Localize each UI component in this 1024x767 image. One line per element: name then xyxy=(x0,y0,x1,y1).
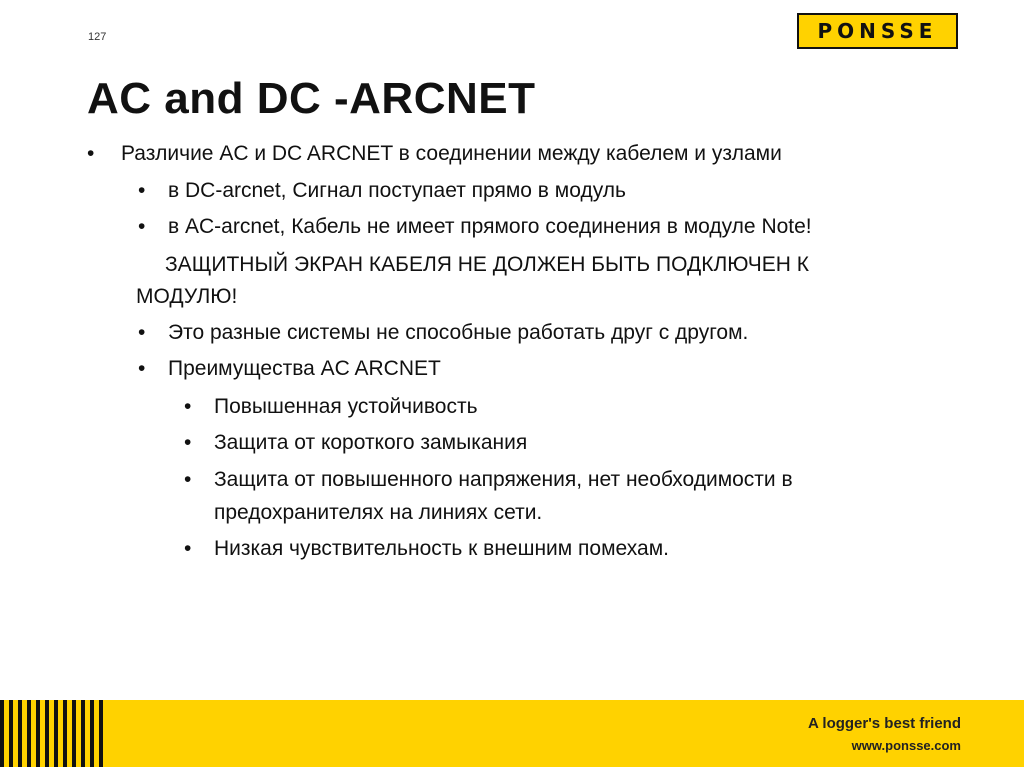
bullet-item xyxy=(138,176,626,206)
bullet-dot-icon: • xyxy=(184,431,192,454)
bullet-item xyxy=(184,534,669,564)
bullet-dot-icon: • xyxy=(87,142,95,165)
bullet-continuation: МОДУЛЮ! xyxy=(136,285,238,308)
bullet-dot-icon: • xyxy=(138,321,146,344)
stripe xyxy=(81,700,85,767)
bullet-text: в AC-arcnet, Кабель не имеет прямого соединения в модуле Note! xyxy=(168,215,812,238)
bullet-item xyxy=(138,212,812,242)
stripe xyxy=(18,700,22,767)
stripe xyxy=(36,700,40,767)
slide-number: 127 xyxy=(88,31,107,43)
bullet-text: Различие AC и DC ARCNET в соединении между кабелем и узлами xyxy=(121,142,782,165)
stripe xyxy=(63,700,67,767)
bullet-item xyxy=(184,465,793,495)
stripe xyxy=(27,700,31,767)
bullet-text: Это разные системы не способные работать друг с другом. xyxy=(168,321,749,344)
bullet-item xyxy=(184,392,478,422)
footer-bar xyxy=(0,700,1024,767)
bullet-dot-icon: • xyxy=(184,395,192,418)
ponsse-logo: PONSSE xyxy=(797,13,958,49)
stripe xyxy=(72,700,76,767)
footer-slogan: A logger's best friend xyxy=(807,715,961,732)
stripe xyxy=(90,700,94,767)
bullet-text: Защита от повышенного напряжения, нет необходимости в xyxy=(214,468,793,491)
bullet-text: Низкая чувствительность к внешним помехам. xyxy=(214,537,669,560)
bullet-item xyxy=(138,318,749,348)
bullet-dot-icon: • xyxy=(138,357,146,380)
bullet-dot-icon: • xyxy=(138,215,146,238)
bullet-text: Повышенная устойчивость xyxy=(214,395,478,418)
footer-website: www.ponsse.com xyxy=(851,738,961,753)
bullet-text: Преимущества AC ARCNET xyxy=(168,357,441,380)
slide-title: AC and DC -ARCNET xyxy=(87,74,536,123)
bullet-text: Защита от короткого замыкания xyxy=(214,431,528,454)
bullet-continuation: ЗАЩИТНЫЙ ЭКРАН КАБЕЛЯ НЕ ДОЛЖЕН БЫТЬ ПОДКЛЮЧЕН К xyxy=(165,253,810,276)
bullet-item xyxy=(87,139,782,169)
bullet-dot-icon: • xyxy=(138,179,146,202)
bullet-dot-icon: • xyxy=(184,537,192,560)
bullet-dot-icon: • xyxy=(184,468,192,491)
stripe xyxy=(99,700,103,767)
stripe xyxy=(54,700,58,767)
barcode-stripes xyxy=(0,700,108,767)
stripe xyxy=(45,700,49,767)
bullet-item xyxy=(138,354,441,384)
stripe xyxy=(9,700,13,767)
bullet-text: в DC-arcnet, Сигнал поступает прямо в модуль xyxy=(168,179,626,202)
stripe xyxy=(0,700,4,767)
bullet-item xyxy=(184,428,528,458)
bullet-continuation: предохранителях на линиях сети. xyxy=(214,501,543,524)
